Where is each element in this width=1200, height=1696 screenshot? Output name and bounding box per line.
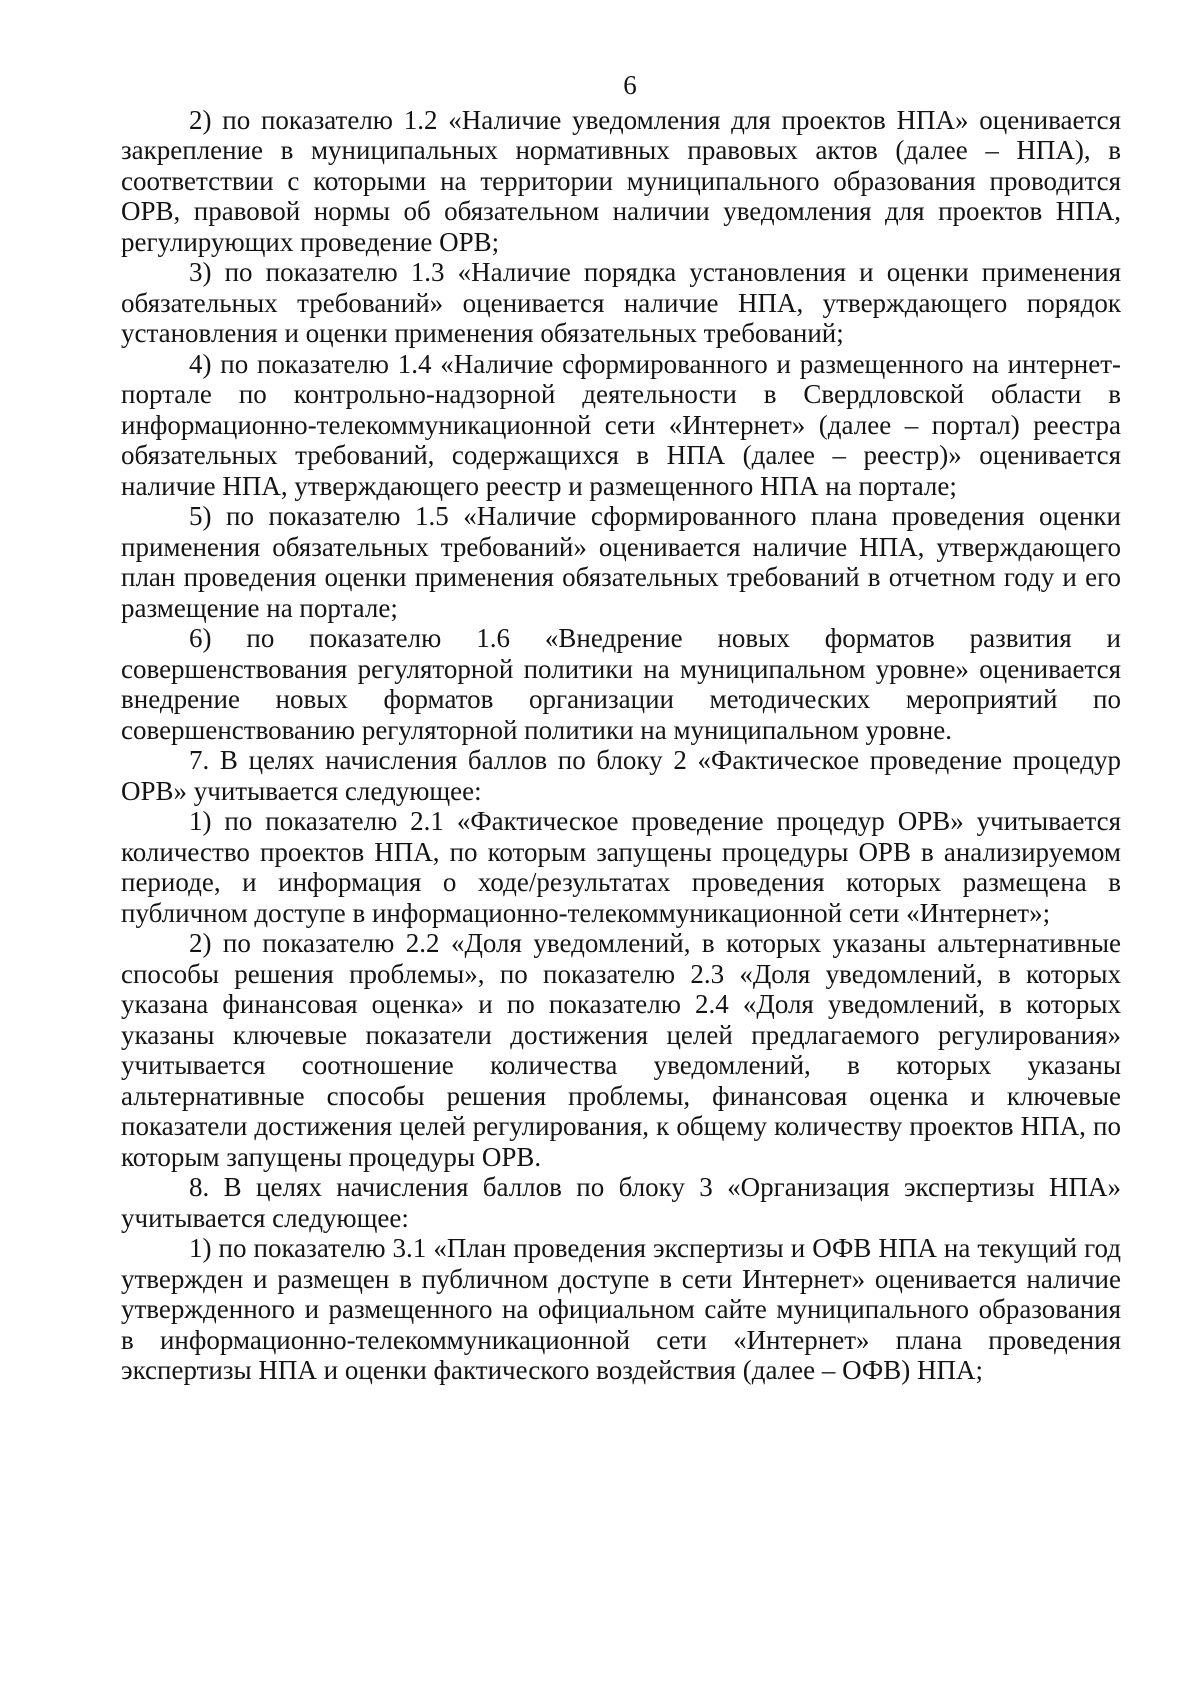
paragraph-indicator-1-3: 3) по показателю 1.3 «Наличие порядка установления и оценки применения обязательных требований» оценивается наличие НПА, утверждающего порядок установления и оценки применения обязательных требований; [121,257,1121,348]
paragraph-indicator-1-5: 5) по показателю 1.5 «Наличие сформированного плана проведения оценки применения обязательных требований» оценивается наличие НПА, утверждающего план проведения оценки применения обязательных требований в отчетном году и его размещение на портале; [121,501,1121,623]
page-number: 6 [623,70,637,100]
paragraph-indicator-1-2: 2) по показателю 1.2 «Наличие уведомления для проектов НПА» оценивается закрепление в муниципальных нормативных правовых актов (далее – НПА), в соответствии с которыми на территории муниципального образования проводится ОРВ, правовой нормы об обязательном наличии уведомления для проектов НПА, регулирующих проведение ОРВ; [121,104,1121,257]
paragraph-indicator-2-2: 2) по показателю 2.2 «Доля уведомлений, в которых указаны альтернативные способы решения проблемы», по показателю 2.3 «Доля уведомлений, в которых указана финансовая оценка» и по показателю 2.4 «Доля уведомлений, в которых указаны ключевые показатели достижения целей предлагаемого регулирования» учитывается соотношение количества уведомлений, в которых указаны альтернативные способы решения проблемы, финансовая оценка и ключевые показатели достижения целей регулирования, к общему количеству проектов НПА, по которым запущены процедуры ОРВ. [121,928,1121,1172]
paragraph-clause-8: 8. В целях начисления баллов по блоку 3 «Организация экспертизы НПА» учитывается следующее: [121,1172,1121,1233]
paragraph-clause-7: 7. В целях начисления баллов по блоку 2 «Фактическое проведение процедур ОРВ» учитывается следующее: [121,745,1121,806]
paragraph-indicator-3-1: 1) по показателю 3.1 «План проведения экспертизы и ОФВ НПА на текущий год утвержден и размещен в публичном доступе в сети Интернет» оценивается наличие утвержденного и размещенного на официальном сайте муниципального образования в информационно-телекоммуникационной сети «Интернет» плана проведения экспертизы НПА и оценки фактического воздействия (далее – ОФВ) НПА; [121,1233,1121,1385]
paragraph-indicator-1-4: 4) по показателю 1.4 «Наличие сформированного и размещенного на интернет-портале по контрольно-надзорной деятельности в Свердловской области в информационно-телекоммуникационной сети «Интернет» (далее – портал) реестра обязательных требований, содержащихся в НПА (далее – реестр)» оценивается наличие НПА, утверждающего реестр и размещенного НПА на портале; [121,348,1121,501]
paragraph-indicator-2-1: 1) по показателю 2.1 «Фактическое проведение процедур ОРВ» учитывается количество проектов НПА, по которым запущены процедуры ОРВ в анализируемом периоде, и информация о ходе/результатах проведения которых размещена в публичном доступе в информационно-телекоммуникационной сети «Интернет»; [121,806,1121,928]
paragraph-indicator-1-6: 6) по показателю 1.6 «Внедрение новых форматов развития и совершенствования регуляторной политики на муниципальном уровне» оценивается внедрение новых форматов организации методических мероприятий по совершенствованию регуляторной политики на муниципальном уровне. [121,623,1121,745]
document-page [121,70,1121,1386]
